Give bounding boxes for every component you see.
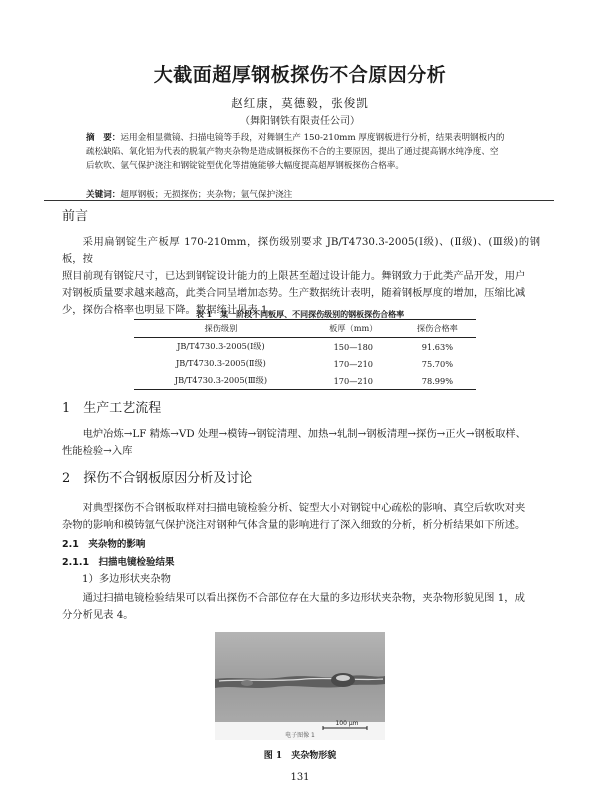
table-row bbox=[134, 338, 476, 356]
table-header: 板厚（mm） bbox=[329, 323, 378, 333]
table-cell: 91.63% bbox=[421, 341, 454, 352]
table-header-row bbox=[134, 320, 476, 338]
section1-paragraph bbox=[62, 426, 540, 460]
text-line: 通过扫描电镜检验结果可以看出探伤不合部位存在大量的多边形状夹杂物，夹杂物形貌见图 1，成 bbox=[82, 592, 525, 604]
text-line: 电炉冶炼→LF 精炼→VD 处理→模铸→钢锭清理、加热→轧制→钢板清理→探伤→正火→钢板取样、 bbox=[82, 428, 526, 440]
keywords-text: 超厚钢板；无损探伤；夹杂物；氩气保护浇注 bbox=[120, 190, 293, 200]
table-header: 探伤合格率 bbox=[416, 323, 458, 333]
scale-bar-label: 100 μm bbox=[335, 720, 359, 727]
text-line: 分分析见表 4。 bbox=[62, 609, 134, 621]
section2-heading: 2 探伤不合钢板原因分析及讨论 bbox=[62, 471, 253, 486]
table-cell: JB/T4730.3-2005(Ⅲ级) bbox=[174, 375, 268, 385]
table-cell: 170—210 bbox=[333, 358, 374, 369]
table-cell: 78.99% bbox=[421, 375, 454, 386]
table-cell: 170—210 bbox=[333, 375, 374, 386]
text-line: 对钢板质量要求越来越高，此类合同呈增加态势。生产数据统计表明，随着钢板厚度的增加，压缩比减 bbox=[62, 287, 526, 299]
table-cell: JB/T4730.3-2005(Ⅱ级) bbox=[175, 358, 266, 368]
affiliation: （舞阳钢铁有限责任公司） bbox=[240, 116, 360, 127]
table-cell: 75.70% bbox=[421, 358, 454, 369]
list-item bbox=[62, 571, 540, 588]
page-number: 131 bbox=[290, 772, 310, 783]
text-line: 杂物的影响和模铸氩气保护浇注对钢种气体含量的影响进行了深入细致的分析，析分析结果如下所述。 bbox=[62, 519, 526, 531]
text-line: 少，探伤合格率也明显下降。数据统计见表 1。 bbox=[62, 304, 278, 316]
intro-paragraph bbox=[62, 234, 540, 319]
text-line: 性能检验→入库 bbox=[62, 445, 133, 457]
section2-paragraph-2 bbox=[62, 590, 540, 624]
table-cell: JB/T4730.3-2005(Ⅰ级) bbox=[177, 341, 265, 351]
intro-heading: 前言 bbox=[62, 209, 89, 224]
abstract bbox=[86, 131, 526, 173]
text-line: 采用扁钢锭生产板厚 170-210mm，探伤级别要求 JB/T4730.3-2005(Ⅰ级)、(Ⅱ级)、(Ⅲ级)的钢板，按 bbox=[62, 236, 540, 265]
section2-paragraph bbox=[62, 500, 540, 534]
table-header: 探伤级别 bbox=[204, 323, 238, 333]
list-item-text: 1）多边形状夹杂物 bbox=[82, 573, 171, 585]
text-line: 对典型探伤不合钢板取样对扫描电镜检验分析、锭型大小对钢锭中心疏松的影响、真空后软吹对夹 bbox=[82, 502, 526, 514]
text-line: 照目前现有钢锭尺寸，已达到钢锭设计能力的上限甚至超过设计能力。舞钢致力于此类产品开发，用户 bbox=[62, 270, 526, 282]
inspection-table bbox=[134, 319, 476, 390]
keywords bbox=[86, 188, 526, 200]
section1-heading: 1 生产工艺流程 bbox=[62, 401, 162, 416]
divider bbox=[44, 200, 554, 201]
figure-caption: 图 1 夹杂物形貌 bbox=[263, 751, 337, 761]
image-label: 电子图像 1 bbox=[285, 732, 315, 739]
subsubsection-heading: 2.1.1 扫描电镜检验结果 bbox=[62, 557, 175, 568]
abstract-line: 运用金相显微镜、扫描电镜等手段，对舞钢生产 150-210mm 厚度钢板进行分析，结果表明钢板内的 bbox=[120, 133, 505, 143]
subsection-heading: 2.1 夹杂物的影响 bbox=[62, 539, 146, 550]
table-caption: 表 1 某一阶段不同板厚、不同探伤级别的钢板探伤合格率 bbox=[195, 309, 405, 319]
authors: 赵红康，莫德毅，张俊凯 bbox=[231, 96, 369, 110]
keywords-label: 关键词： bbox=[86, 190, 121, 200]
sem-micrograph bbox=[215, 632, 385, 740]
table-row bbox=[134, 372, 476, 390]
abstract-line: 后软吹、氩气保护浇注和钢锭锭型优化等措施能够大幅度提高超厚钢板探伤合格率。 bbox=[86, 161, 404, 171]
table-row bbox=[134, 355, 476, 372]
table-cell: 150—180 bbox=[333, 341, 374, 352]
paper-title: 大截面超厚钢板探伤不合原因分析 bbox=[153, 64, 447, 86]
abstract-line: 疏松缺陷、氧化铝为代表的脱氧产物夹杂物是造成钢板探伤不合的主要原因，提出了通过提高钢水纯净度、空 bbox=[86, 147, 499, 157]
abstract-label: 摘 要： bbox=[86, 133, 121, 143]
